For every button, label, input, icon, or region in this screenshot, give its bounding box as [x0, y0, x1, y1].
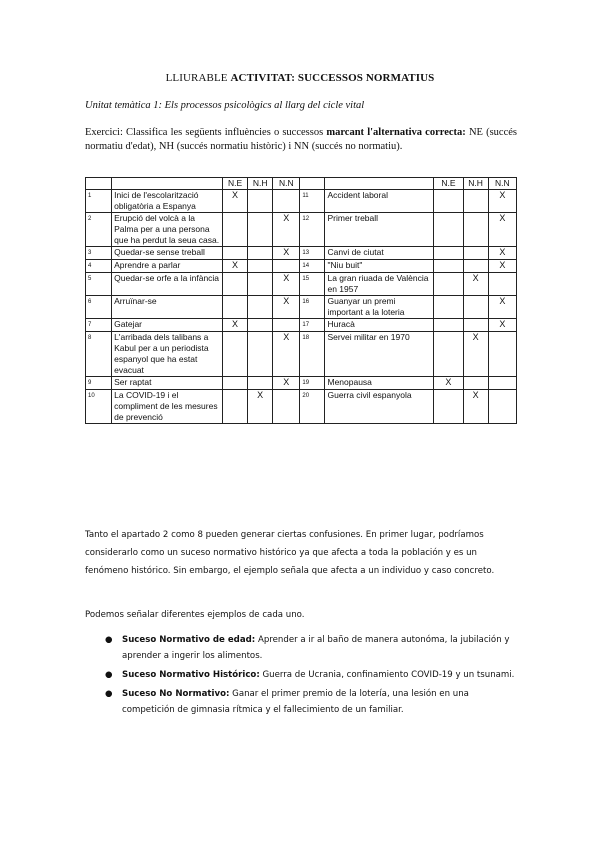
header-nn-right: N.N	[488, 178, 516, 190]
item-number-left: 9	[86, 377, 112, 390]
mark-nh-right	[463, 319, 488, 332]
mark-ne-right	[434, 247, 463, 260]
table-row	[86, 319, 517, 332]
mark-nn-right	[488, 332, 516, 377]
mark-ne-right	[434, 213, 463, 247]
mark-nh-right	[463, 213, 488, 247]
item-number-left: 3	[86, 247, 112, 260]
list-item	[105, 686, 517, 718]
item-number-right: 14	[300, 260, 325, 273]
table-row	[86, 332, 517, 377]
bullet-label: Suceso No Normativo:	[122, 689, 230, 699]
mark-nn-right: X	[488, 260, 516, 273]
mark-ne-left	[223, 273, 248, 296]
mark-ne-left	[223, 390, 248, 424]
mark-ne-right	[434, 190, 463, 213]
header-ne-right: N.E	[434, 178, 463, 190]
mark-nh-left	[248, 213, 273, 247]
mark-nn-left: X	[273, 332, 300, 377]
item-description-left: Arruïnar-se	[112, 296, 223, 319]
item-number-left: 2	[86, 213, 112, 247]
header-ne-left: N.E	[223, 178, 248, 190]
exercise-bold: marcant l'alternativa correcta:	[326, 127, 466, 138]
mark-nn-left: X	[273, 296, 300, 319]
item-number-right: 20	[300, 390, 325, 424]
mark-nn-right: X	[488, 190, 516, 213]
item-number-left: 5	[86, 273, 112, 296]
mark-nh-left	[248, 296, 273, 319]
item-description-right: Huracà	[325, 319, 434, 332]
mark-ne-left	[223, 296, 248, 319]
exercise-rest: NE (succés normatiu d'edat), NH (succés normatiu històric) i NN (succés no normatiu).	[85, 127, 518, 152]
list-item	[105, 632, 517, 664]
bullet-label: Suceso Normativo de edad:	[122, 635, 256, 645]
mark-nh-left	[248, 190, 273, 213]
mark-nh-left	[248, 332, 273, 377]
item-description-right: Guanyar un premi important a la loteria	[325, 296, 434, 319]
mark-nh-left	[248, 377, 273, 390]
mark-nn-right: X	[488, 213, 516, 247]
mark-nn-left	[273, 390, 300, 424]
bullet-text: Ganar el primer premio de la lotería, una lesión en una competición de gimnasia rítmica y el fallecimiento de un familiar.	[122, 689, 469, 715]
bullet-icon: ●	[105, 689, 113, 699]
mark-ne-left	[223, 247, 248, 260]
mark-nh-right	[463, 247, 488, 260]
table-row	[86, 390, 517, 424]
mark-ne-right	[434, 390, 463, 424]
mark-nh-right	[463, 260, 488, 273]
item-description-right: La gran riuada de València en 1957	[325, 273, 434, 296]
item-description-right: Guerra civil espanyola	[325, 390, 434, 424]
mark-nn-left: X	[273, 273, 300, 296]
list-item	[105, 667, 517, 683]
header-empty-num-left	[86, 178, 112, 190]
mark-nn-right: X	[488, 319, 516, 332]
item-description-left: Erupció del volcà a la Palma per a una persona que ha perdut la seua casa.	[112, 213, 223, 247]
item-description-right: Canvi de ciutat	[325, 247, 434, 260]
item-description-left: Ser raptat	[112, 377, 223, 390]
examples-intro: Podemos señalar diferentes ejemplos de cada uno.	[85, 610, 305, 620]
mark-nh-left	[248, 247, 273, 260]
item-number-right: 16	[300, 296, 325, 319]
mark-ne-left: X	[223, 260, 248, 273]
title-bold: ACTIVITAT: SUCCESSOS NORMATIUS	[230, 72, 435, 84]
header-nh-right: N.H	[463, 178, 488, 190]
item-number-right: 15	[300, 273, 325, 296]
mark-nn-left: X	[273, 213, 300, 247]
item-number-right: 12	[300, 213, 325, 247]
item-number-left: 8	[86, 332, 112, 377]
bullet-icon: ●	[105, 635, 113, 645]
mark-nh-left	[248, 319, 273, 332]
item-description-left: Inici de l'escolarització obligatòria a Espanya	[112, 190, 223, 213]
mark-nh-right	[463, 377, 488, 390]
mark-nn-left	[273, 260, 300, 273]
title-prefix: LLIURABLE	[165, 72, 228, 84]
item-description-right: Servei militar en 1970	[325, 332, 434, 377]
mark-nh-left: X	[248, 390, 273, 424]
item-description-left: Quedar-se orfe a la infància	[112, 273, 223, 296]
mark-ne-right	[434, 319, 463, 332]
table-row	[86, 296, 517, 319]
mark-nn-right	[488, 390, 516, 424]
examples-list	[105, 632, 517, 721]
mark-nn-left: X	[273, 247, 300, 260]
item-number-right: 18	[300, 332, 325, 377]
mark-ne-right	[434, 260, 463, 273]
classification-table	[85, 177, 517, 424]
mark-ne-right	[434, 332, 463, 377]
bullet-icon: ●	[105, 670, 113, 680]
table-row	[86, 273, 517, 296]
bullet-label: Suceso Normativo Histórico:	[122, 670, 260, 680]
item-number-left: 4	[86, 260, 112, 273]
table-row	[86, 377, 517, 390]
item-number-right: 13	[300, 247, 325, 260]
item-number-right: 17	[300, 319, 325, 332]
item-description-left: L'arribada dels talibans a Kabul per a un periodista espanyol que ha estat evacuat	[112, 332, 223, 377]
header-empty-text-left	[112, 178, 223, 190]
explanation-paragraph: Tanto el apartado 2 como 8 pueden generar ciertas confusiones. En primer lugar, podríamos considerarlo como un suceso normativo histórico ya que afecta a toda la población y es un fenómeno histórico. Sin embargo, el ejemplo señala que afecta a un individuo y caso concreto.	[85, 530, 495, 576]
mark-nn-left	[273, 190, 300, 213]
mark-nh-right: X	[463, 390, 488, 424]
item-number-left: 7	[86, 319, 112, 332]
header-empty-text-right	[325, 178, 434, 190]
table-row	[86, 190, 517, 213]
item-number-right: 11	[300, 190, 325, 213]
mark-nh-right: X	[463, 273, 488, 296]
document-title	[0, 72, 600, 84]
mark-ne-left: X	[223, 190, 248, 213]
mark-ne-left: X	[223, 319, 248, 332]
mark-nn-right: X	[488, 247, 516, 260]
item-description-right: Menopausa	[325, 377, 434, 390]
item-number-left: 10	[86, 390, 112, 424]
table-body	[86, 190, 517, 424]
exercise-instructions	[85, 126, 517, 154]
mark-nn-left	[273, 319, 300, 332]
mark-nh-left	[248, 260, 273, 273]
item-number-right: 19	[300, 377, 325, 390]
mark-ne-left	[223, 377, 248, 390]
table-row	[86, 247, 517, 260]
table-row	[86, 260, 517, 273]
mark-ne-left	[223, 332, 248, 377]
bullet-text: Aprender a ir al baño de manera autonóma, la jubilación y aprender a ingerir los alimentos.	[122, 635, 510, 661]
item-description-left: Gatejar	[112, 319, 223, 332]
mark-ne-left	[223, 213, 248, 247]
mark-nh-left	[248, 273, 273, 296]
mark-nh-right	[463, 296, 488, 319]
document-subtitle: Unitat temàtica 1: Els processos psicològics al llarg del cicle vital	[85, 100, 365, 111]
mark-nn-right	[488, 377, 516, 390]
mark-nh-right: X	[463, 332, 488, 377]
item-description-left: La COVID-19 i el compliment de les mesures de prevenció	[112, 390, 223, 424]
mark-nh-right	[463, 190, 488, 213]
header-nn-left: N.N	[273, 178, 300, 190]
mark-ne-right: X	[434, 377, 463, 390]
mark-ne-right	[434, 273, 463, 296]
header-empty-num-right	[300, 178, 325, 190]
item-description-right: Primer treball	[325, 213, 434, 247]
mark-nn-right: X	[488, 296, 516, 319]
bullet-text: Guerra de Ucrania, confinamiento COVID-19 y un tsunami.	[262, 670, 515, 680]
item-description-left: Quedar-se sense treball	[112, 247, 223, 260]
table-header-row	[86, 178, 517, 190]
header-nh-left: N.H	[248, 178, 273, 190]
mark-ne-right	[434, 296, 463, 319]
item-number-left: 1	[86, 190, 112, 213]
mark-nn-right	[488, 273, 516, 296]
item-description-right: Accident laboral	[325, 190, 434, 213]
item-description-left: Aprendre a parlar	[112, 260, 223, 273]
mark-nn-left: X	[273, 377, 300, 390]
table-row	[86, 213, 517, 247]
item-number-left: 6	[86, 296, 112, 319]
item-description-right: "Niu buit"	[325, 260, 434, 273]
exercise-intro: Exercici: Classifica les següents influències o successos	[85, 127, 324, 138]
